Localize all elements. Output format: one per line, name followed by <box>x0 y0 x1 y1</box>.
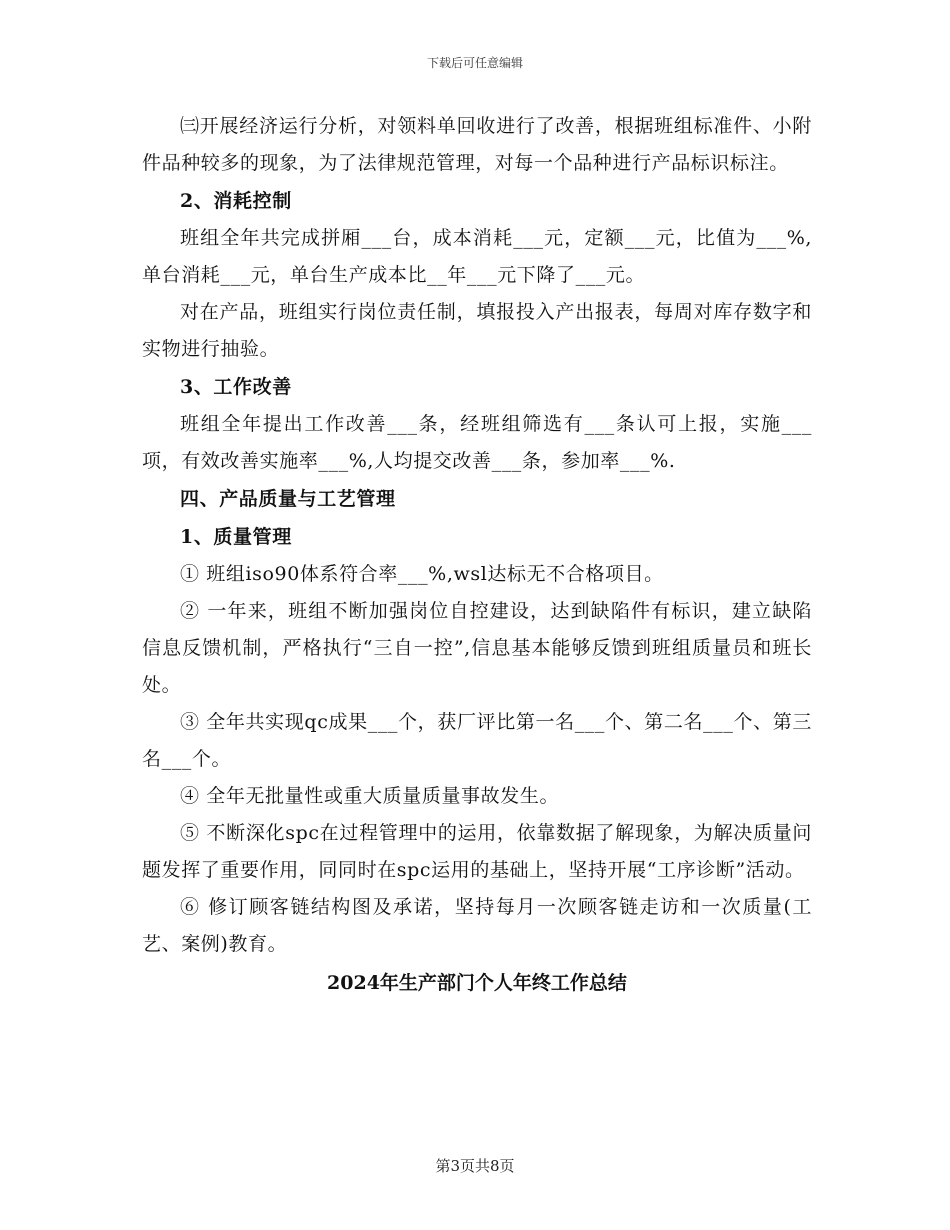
section-heading: 2、消耗控制 <box>180 190 292 212</box>
document-title: 2024年生产部门个人年终工作总结 <box>327 972 627 994</box>
list-item: ⑥ 修订顾客链结构图及承诺，坚持每月一次顾客链走访和一次质量(工艺、案例)教育。 <box>142 896 812 955</box>
paragraph: 对在产品，班组实行岗位责任制，填报投入产出报表，每周对库存数字和实物进行抽验。 <box>142 301 812 360</box>
section-heading: 3、工作改善 <box>180 376 292 398</box>
paragraph: 班组全年共完成拼厢___台，成本消耗___元，定额___元，比值为___%,单台消耗___元，单台生产成本比__年___元下降了___元。 <box>142 227 812 286</box>
page-header: 下载后可任意编辑 <box>426 56 523 70</box>
list-item: ③ 全年共实现qc成果___个，获厂评比第一名___个、第二名___个、第三名___个。 <box>142 711 812 770</box>
document-body <box>142 108 812 1003</box>
section-heading: 1、质量管理 <box>180 526 292 548</box>
list-item: ④ 全年无批量性或重大质量质量事故发生。 <box>180 785 560 807</box>
list-item: ⑤ 不断深化spc在过程管理中的运用，依靠数据了解现象，为解决质量问题发挥了重要作用，同同时在spc运用的基础上，坚持开展“工序诊断”活动。 <box>142 822 812 881</box>
paragraph: 班组全年提出工作改善___条，经班组筛选有___条认可上报，实施___项，有效改善实施率___%,人均提交改善___条，参加率___%. <box>142 413 812 472</box>
section-heading: 四、产品质量与工艺管理 <box>180 488 396 510</box>
paragraph: ㈢开展经济运行分析，对领料单回收进行了改善，根据班组标准件、小附件品种较多的现象，为了法律规范管理，对每一个品种进行产品标识标注。 <box>142 115 812 174</box>
list-item: ② 一年来，班组不断加强岗位自控建设，达到缺陷件有标识，建立缺陷信息反馈机制，严格执行“三自一控”,信息基本能够反馈到班组质量员和班长处。 <box>142 600 812 696</box>
page-footer: 第3页共8页 <box>435 1157 515 1175</box>
list-item: ① 班组iso90体系符合率___%,wsl达标无不合格项目。 <box>180 563 664 585</box>
